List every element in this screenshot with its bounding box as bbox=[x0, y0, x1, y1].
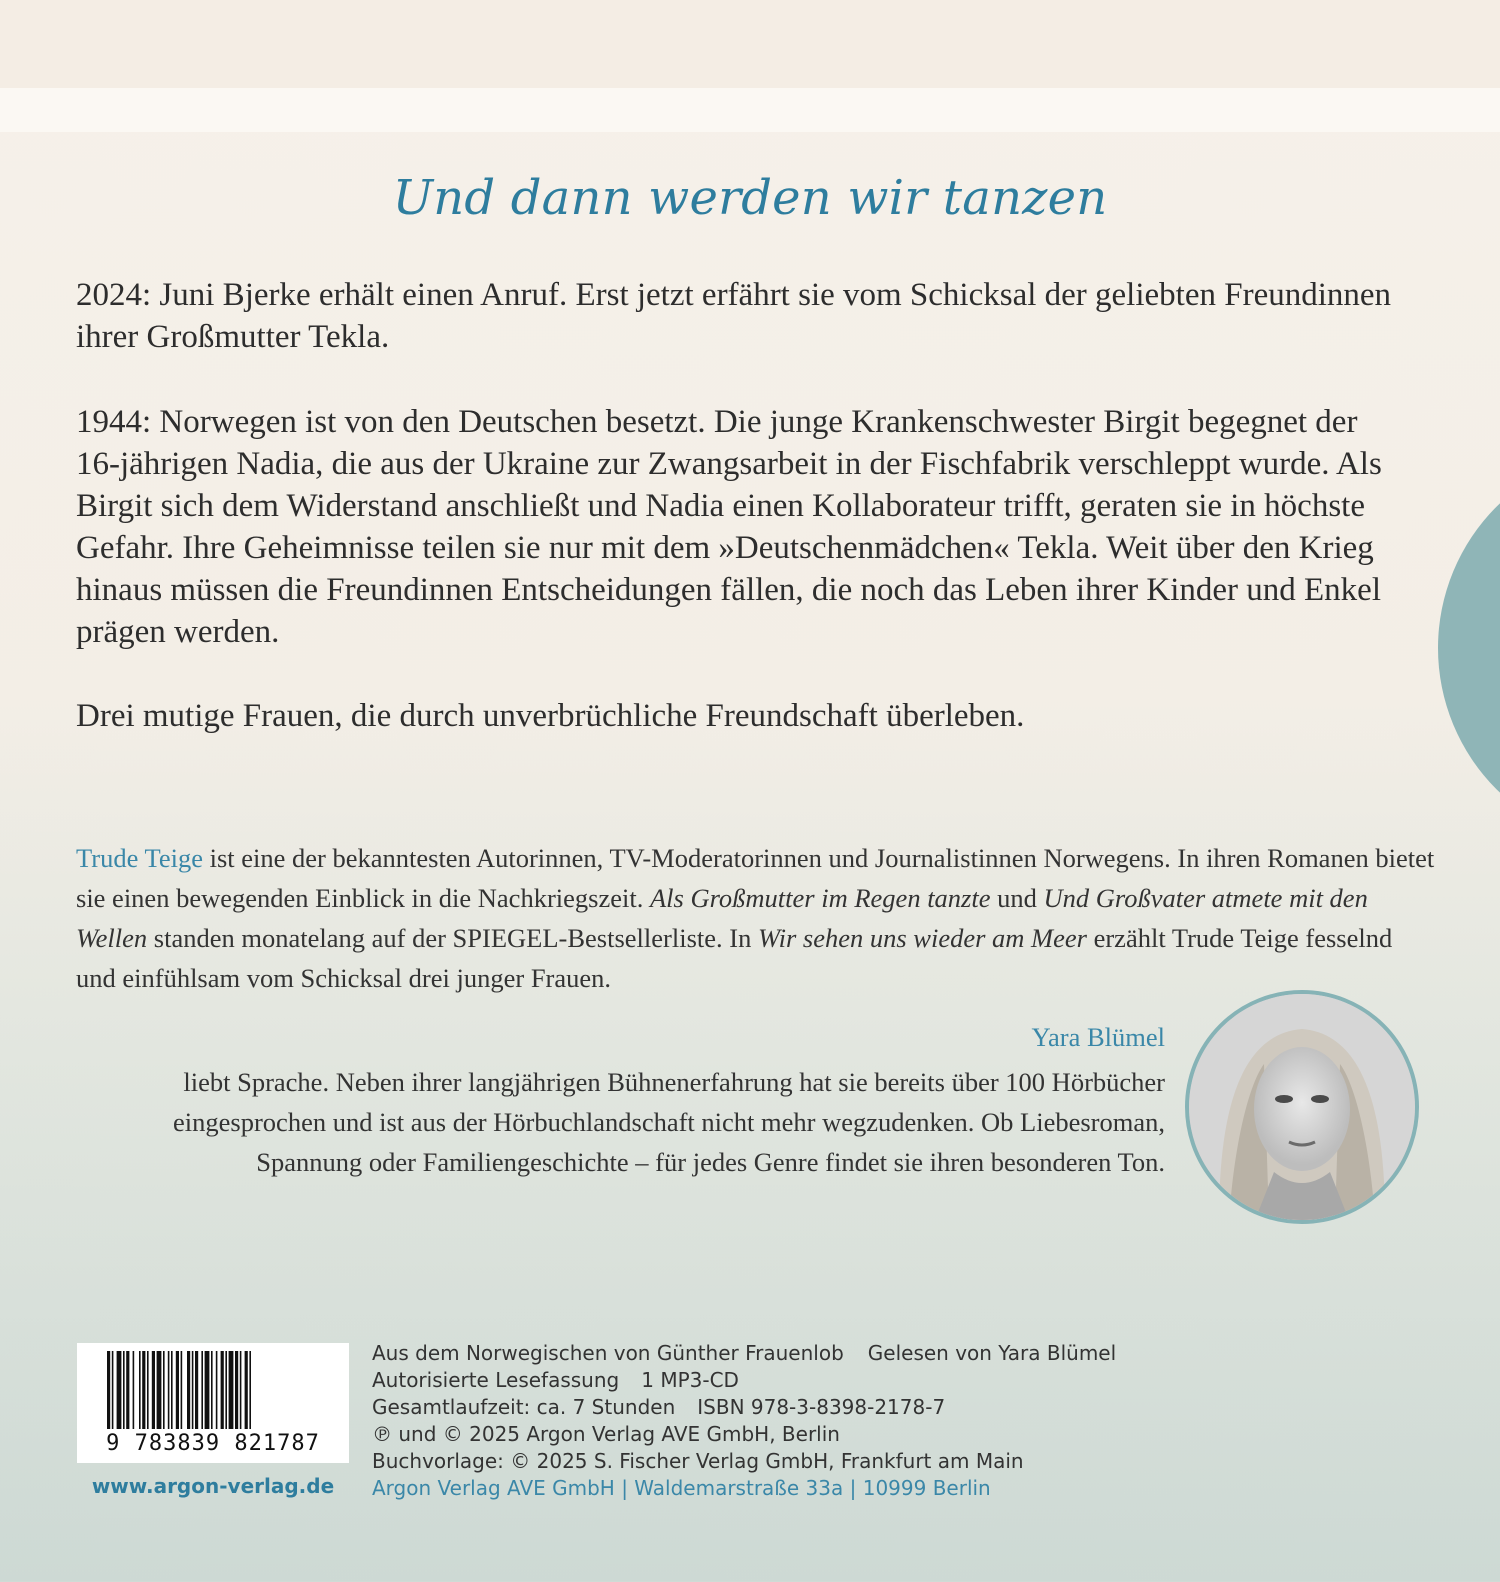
credit-narrator: Gelesen von Yara Blümel bbox=[867, 1341, 1117, 1365]
barcode-bar bbox=[245, 1351, 248, 1429]
barcode-bar bbox=[225, 1351, 227, 1429]
barcode-bar bbox=[157, 1351, 162, 1429]
author-text-2: und bbox=[990, 883, 1044, 913]
barcode-bar bbox=[152, 1351, 155, 1429]
barcode-digits: 9 783839 821787 bbox=[106, 1431, 320, 1456]
barcode-bar bbox=[240, 1351, 242, 1429]
barcode-bar bbox=[117, 1351, 122, 1429]
barcode-bar bbox=[192, 1351, 194, 1429]
barcode-bar bbox=[181, 1351, 183, 1429]
barcode-bar bbox=[107, 1351, 110, 1429]
credit-copyright: ℗ und © 2025 Argon Verlag AVE GmbH, Berlin bbox=[372, 1422, 840, 1446]
reader-bio-line-2: eingesprochen und ist aus der Hörbuchlandschaft nicht mehr wegzudenken. Ob Liebesroman, bbox=[173, 1107, 1165, 1137]
barcode-bar bbox=[168, 1351, 170, 1429]
barcode-bar bbox=[249, 1351, 251, 1429]
book-title-1: Als Großmutter im Regen tanzte bbox=[649, 883, 991, 913]
barcode-bar bbox=[112, 1351, 114, 1429]
book-title-2: Und Großvater atmete mit den Wellen bbox=[76, 883, 1368, 953]
barcode-bar bbox=[139, 1351, 141, 1429]
barcode-bar bbox=[201, 1351, 203, 1429]
barcode-bar bbox=[195, 1351, 198, 1429]
credit-publisher-address: Argon Verlag AVE GmbH | Waldemarstraße 33a | 10999 Berlin bbox=[372, 1476, 991, 1500]
blurb-paragraph-3: Drei mutige Frauen, die durch unverbrüchliche Freundschaft überleben. bbox=[76, 698, 1025, 734]
decorative-teal-circle bbox=[1438, 448, 1500, 848]
barcode-bar bbox=[133, 1351, 135, 1429]
author-text-1: ist eine der bekanntesten Autorinnen, TV-Moderatorinnen und Journalistinnen Norwegens. In ihren Romanen bietet sie einen bewegenden Einblick in die Nachkriegszeit. bbox=[76, 843, 1435, 913]
barcode-bar bbox=[235, 1351, 238, 1429]
reader-bio-line-3: Spannung oder Familiengeschichte – für jedes Genre findet sie ihren besonderen Ton. bbox=[256, 1147, 1165, 1177]
author-text-4: erzählt Trude Teige fesselnd und einfühlsam vom Schicksal drei junger Frauen. bbox=[76, 923, 1393, 993]
barcode-bar bbox=[187, 1351, 190, 1429]
barcode-bar bbox=[211, 1351, 213, 1429]
barcode-bar bbox=[142, 1351, 145, 1429]
isbn-barcode bbox=[77, 1343, 349, 1463]
credit-source: Buchvorlage: © 2025 S. Fischer Verlag GmbH, Frankfurt am Main bbox=[372, 1449, 1024, 1473]
barcode-bar bbox=[176, 1351, 179, 1429]
publisher-website[interactable]: www.argon-verlag.de bbox=[91, 1474, 335, 1498]
top-band bbox=[0, 0, 1500, 88]
light-band bbox=[0, 88, 1500, 132]
barcode-bar bbox=[126, 1351, 129, 1429]
barcode-bar bbox=[171, 1351, 173, 1429]
blurb-paragraph-1: 2024: Juni Bjerke erhält einen Anruf. Erst jetzt erfährt sie vom Schicksal der geliebten Freundinnen ihrer Großmutter Tekla. bbox=[76, 277, 1392, 355]
reader-bio bbox=[60, 1062, 1165, 1182]
reader-name: Yara Blümel bbox=[1031, 1022, 1165, 1052]
credit-edition: Autorisierte Lesefassung bbox=[372, 1368, 620, 1392]
credits-block bbox=[372, 1340, 1272, 1502]
barcode-bar bbox=[229, 1351, 234, 1429]
barcode-bar bbox=[147, 1351, 149, 1429]
barcode-bar bbox=[163, 1351, 165, 1429]
barcode-bar bbox=[216, 1351, 218, 1429]
barcode-bar bbox=[123, 1351, 125, 1429]
book-title-3: Wir sehen uns wieder am Meer bbox=[757, 923, 1087, 953]
book-title: Und dann werden wir tanzen bbox=[392, 170, 1108, 226]
credit-isbn: ISBN 978-3-8398-2178-7 bbox=[697, 1395, 946, 1419]
author-name: Trude Teige bbox=[76, 843, 203, 873]
barcode-bar bbox=[221, 1351, 224, 1429]
credit-duration: Gesamtlaufzeit: ca. 7 Stunden bbox=[372, 1395, 676, 1419]
reader-bio-line-1: liebt Sprache. Neben ihrer langjährigen Bühnenerfahrung hat sie bereits über 100 Hörbücher bbox=[183, 1067, 1165, 1097]
author-text-3: standen monatelang auf der SPIEGEL-Bestsellerliste. In bbox=[147, 923, 758, 953]
credit-translation: Aus dem Norwegischen von Günther Frauenlob bbox=[372, 1341, 844, 1365]
reader-portrait bbox=[1185, 990, 1419, 1224]
portrait-image bbox=[1189, 994, 1415, 1220]
barcode-bar bbox=[205, 1351, 210, 1429]
credit-format: 1 MP3-CD bbox=[641, 1368, 739, 1392]
blurb-paragraph-2: 1944: Norwegen ist von den Deutschen besetzt. Die junge Krankenschwester Birgit begegnet der 16-jährigen Nadia, die aus der Ukraine zur Zwangsarbeit in der Fischfabrik verschleppt wurde. Als Birgit sich dem Widerstand anschließt und Nadia einen Kollaborateur trifft, geraten sie in höchste Gefahr. Ihre Geheimnisse teilen sie nur mit dem »Deutschenmädchen« Tekla. Weit über den Krieg hinaus müssen die Freundinnen Entscheidungen fällen, die noch das Leben ihrer Kinder und Enkel prägen werden. bbox=[76, 404, 1382, 650]
author-bio bbox=[76, 838, 1436, 998]
